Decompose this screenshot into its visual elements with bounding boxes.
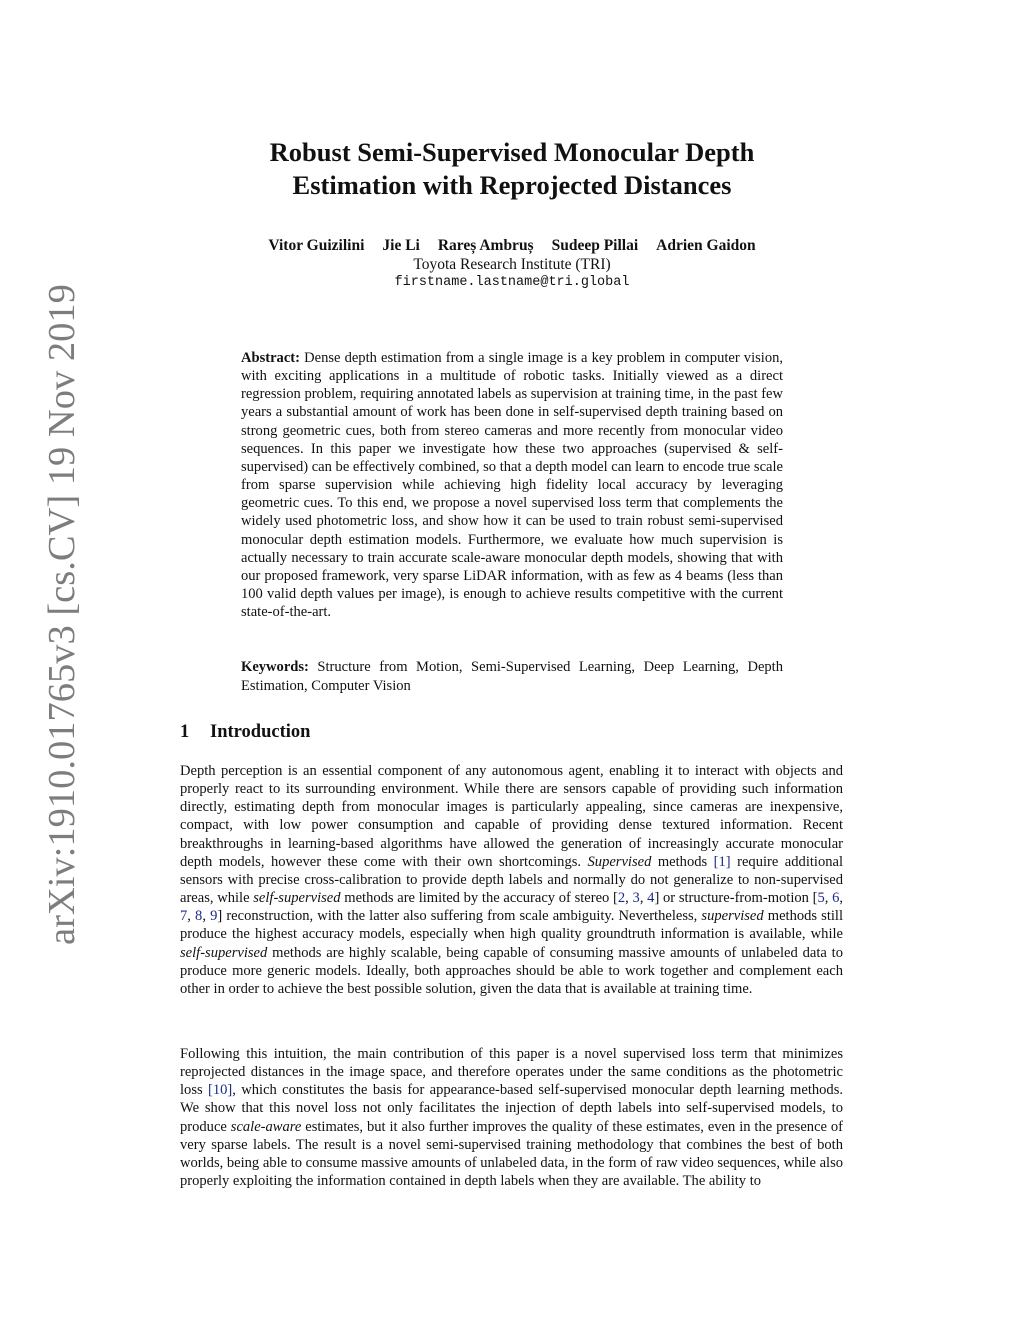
title-line-1: Robust Semi-Supervised Monocular Depth <box>269 137 755 167</box>
p1-text-a: Depth perception is an essential component of any autonomous agent, enabling it to interact with objects and properly react to its surrounding environment. While there are sensors capable of providing such information directly, estimating depth from monocular images is particularly appealing, since cameras are inexpensive, compact, with low power consumption and capable of providing dense textured information. Recent breakthroughs in learning-based algorithms have allowed the generation of increasingly accurate monocular depth models, however these come with their own shortcomings. <box>180 763 843 870</box>
p1-em-self-supervised-2: self-supervised <box>180 944 268 961</box>
author-5: Adrien Gaidon <box>656 237 756 254</box>
author-2: Jie Li <box>382 237 420 254</box>
title-line-2: Estimation with Reprojected Distances <box>292 170 732 200</box>
p1-text-h: methods are highly scalable, being capable of consuming massive amounts of unlabeled data to produce more generic models. Ideally, both approaches should be able to work together and complement each other in order to achieve the best possible solution, given the data that is available at training time. <box>180 944 843 997</box>
section-heading <box>180 720 310 744</box>
p1-text-d: methods are limited by the accuracy of stereo [ <box>344 890 618 907</box>
abstract <box>241 349 783 621</box>
p1-text-e: ] or structure-from-motion [ <box>654 890 818 907</box>
citation-link-7[interactable]: 7 <box>180 908 188 925</box>
author-list <box>180 236 844 256</box>
p2-text-b: , which constitutes the basis for appearance-based self-supervised monocular depth learning methods. We show that this novel loss not only facilitates the injection of depth labels into self-supervised models, to produce <box>180 1082 843 1135</box>
p2-text-a: Following this intuition, the main contribution of this paper is a novel supervised loss term that minimizes reprojected distances in the image space, and therefore operates under the same conditions as the photometric loss <box>180 1046 843 1099</box>
section-title: Introduction <box>210 722 311 742</box>
p1-em-self-supervised: self-supervised <box>253 890 341 907</box>
p1-text-f: ] reconstruction, with the latter also suffering from scale ambiguity. Nevertheless, <box>217 908 698 925</box>
author-1: Vitor Guizilini <box>268 237 365 254</box>
abstract-text: Dense depth estimation from a single image is a key problem in computer vision, with exciting applications in a multitude of robotic tasks. Initially viewed as a direct regression problem, requiring annotated labels as supervision at training time, in the past few years a substantial amount of work has been done in self-supervised depth training based on strong geometric cues, both from stereo cameras and more recently from monocular video sequences. In this paper we investigate how these two approaches (supervised & self-supervised) can be effectively combined, so that a depth model can learn to encode true scale from sparse supervision while achieving high fidelity local accuracy by leveraging geometric cues. To this end, we propose a novel supervised loss term that complements the widely used photometric loss, and show how it can be used to train robust semi-supervised monocular depth estimation models. Furthermore, we evaluate how much supervision is actually necessary to train accurate scale-aware monocular depth models, showing that with our proposed framework, very sparse LiDAR information, with as few as 4 beams (less than 100 valid depth values per image), is enough to achieve results competitive with the current state-of-the-art. <box>241 350 784 621</box>
intro-paragraph-1: Depth perception is an essential component of any autonomous agent, enabling it to interact with objects and properly react to its surrounding environment. While there are sensors capable of providing such information directly, estimating depth from monocular images is particularly appealing, since cameras are inexpensive, compact, with low power consumption and capable of providing dense textured information. Recent breakthroughs in learning-based algorithms have allowed the generation of increasingly accurate monocular depth models, however these come with their own shortcomings. Supervised methods [1] require additional sensors with precise cross-calibration to provide depth labels and normally do not generalize to non-supervised areas, while self-supervised methods are limited by the accuracy of stereo [2, 3, 4] or structure-from-motion [5, 6, 7, 8, 9] reconstruction, with the latter also suffering from scale ambiguity. Nevertheless, supervised methods still produce the highest accuracy models, especially when high quality groundtruth information is available, while self-supervised methods are highly scalable, being capable of consuming massive amounts of unlabeled data to produce more generic models. Ideally, both approaches should be able to work together and complement each other in order to achieve the best possible solution, given the data that is available at training time. <box>180 763 844 997</box>
affiliation: Toyota Research Institute (TRI) <box>413 256 611 273</box>
arxiv-identifier: arXiv:1910.01765v3 [cs.CV] 19 Nov 2019 <box>41 284 83 945</box>
author-email: firstname.lastname@tri.global <box>394 275 630 290</box>
p1-em-supervised: Supervised <box>587 853 652 870</box>
paper-title <box>180 136 844 202</box>
intro-paragraph-2 <box>180 1045 843 1190</box>
keywords-text: Structure from Motion, Semi-Supervised Learning, Deep Learning, Depth Estimation, Computer Vision <box>241 659 783 694</box>
abstract-label: Abstract: <box>241 350 300 366</box>
keywords <box>241 658 783 695</box>
citation-link-8[interactable]: 8 <box>195 908 203 925</box>
p1-text-b: methods <box>657 853 708 870</box>
citation-link-2[interactable]: 2 <box>617 890 626 907</box>
p1-em-supervised-2: supervised <box>701 908 764 925</box>
citation-link-5[interactable]: 5 <box>817 890 825 907</box>
author-4: Sudeep Pillai <box>551 237 639 254</box>
author-3: Rareș Ambruș <box>437 237 534 254</box>
p2-text-c: estimates, but it also further improves the quality of these estimates, even in the presence of very sparse labels. The result is a novel semi-supervised training methodology that combines the best of both worlds, being able to consume massive amounts of unlabeled data, in the form of raw video sequences, while also properly exploiting the information contained in depth labels when they are available. The ability to <box>180 1118 844 1190</box>
citation-link-9[interactable]: 9 <box>210 908 218 925</box>
p1-text-c: require additional sensors with precise cross-calibration to provide depth labels and normally do not generalize to non-supervised areas, while <box>180 853 843 907</box>
citation-link-6[interactable]: 6 <box>832 890 840 907</box>
citation-link-10[interactable]: [10] <box>208 1082 233 1099</box>
p2-em-scale-aware: scale-aware <box>230 1118 302 1135</box>
citation-link-4[interactable]: 4 <box>647 890 655 907</box>
keywords-label: Keywords: <box>241 659 309 675</box>
section-number: 1 <box>180 722 190 742</box>
p1-text-g: methods still produce the highest accuracy models, especially when high quality groundtruth information is available, while <box>180 908 843 943</box>
citation-link-3[interactable]: 3 <box>632 890 640 907</box>
citation-link-1[interactable]: [1] <box>713 853 731 870</box>
